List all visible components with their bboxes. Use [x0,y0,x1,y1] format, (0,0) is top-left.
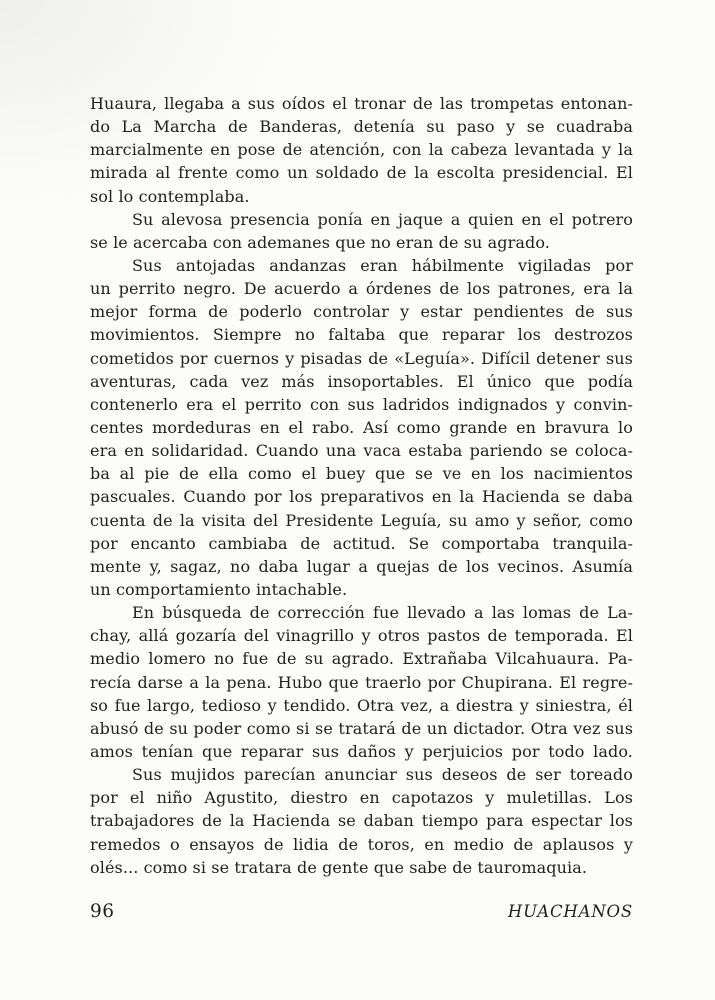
text-line: un comportamiento intachable. [90,579,348,599]
text-line: Sus mujidos parecían anunciar sus deseos de ser toreado [132,765,633,785]
text-line: por el niño Agustito, diestro en capotazos y muletillas. Los [90,788,633,808]
text-line: chay, allá gozaría del vinagrillo y otros pastos de temporada. El [90,626,633,646]
text-line: Sus antojadas andanzas eran hábilmente vigiladas por [132,255,633,275]
paragraph [90,208,633,254]
text-line: movimientos. Siempre no faltaba que reparar los destrozos [90,325,633,345]
paragraph [90,601,633,763]
text-line: sol lo contemplaba. [90,186,250,206]
paragraph [90,92,633,208]
text-line: se le acercaba con ademanes que no eran de su agrado. [90,232,550,252]
paragraph [90,254,633,601]
text-line: era en solidaridad. Cuando una vaca estaba pariendo se coloca- [90,441,633,461]
text-line: amos tenían que reparar sus daños y perjuicios por todo lado. [90,741,633,761]
text-line: por encanto cambiaba de actitud. Se comportaba tranquila- [90,533,633,553]
text-line: mente y, sagaz, no daba lugar a quejas de los vecinos. Asumía [90,556,633,576]
page-number: 96 [90,901,115,922]
page-footer [90,901,633,922]
text-line: cometidos por cuernos y pisadas de «Leguía». Difícil detener sus [90,348,633,368]
text-line: Su alevosa presencia ponía en jaque a quien en el potrero [132,209,633,229]
text-line: abusó de su poder como si se tratará de un dictador. Otra vez sus [90,718,633,738]
text-line: olés... como si se tratara de gente que sabe de tauromaquia. [90,857,588,877]
text-line: centes mordeduras en el rabo. Así como grande en bravura lo [90,417,633,437]
text-line: mirada al frente como un soldado de la escolta presidencial. El [90,163,633,183]
text-line: trabajadores de la Hacienda se daban tiempo para espectar los [90,811,633,831]
running-title: HUACHANOS [507,902,633,921]
text-line: pascuales. Cuando por los preparativos en la Hacienda se daba [90,487,633,507]
text-line: cuenta de la visita del Presidente Leguía, su amo y señor, como [90,510,633,530]
text-line: Huaura, llegaba a sus oídos el tronar de las trompetas entonan- [90,94,633,113]
text-line: medio lomero no fue de su agrado. Extrañaba Vilcahuaura. Pa- [90,649,633,669]
text-line: ba al pie de ella como el buey que se ve en los nacimientos [90,464,633,484]
text-line: marcialmente en pose de atención, con la cabeza levantada y la [90,140,633,160]
paragraph [90,763,633,879]
text-line: recía darse a la pena. Hubo que traerlo por Chupirana. El regre- [90,672,633,692]
body-text [90,92,633,879]
text-line: mejor forma de poderlo controlar y estar pendientes de sus [90,302,633,322]
text-line: remedos o ensayos de lidia de toros, en medio de aplausos y [90,834,633,854]
text-line: En búsqueda de corrección fue llevado a las lomas de La- [132,603,633,623]
text-line: so fue largo, tedioso y tendido. Otra vez, a diestra y siniestra, él [90,695,633,715]
text-line: aventuras, cada vez más insoportables. El único que podía [90,371,633,391]
text-line: do La Marcha de Banderas, detenía su paso y se cuadraba [90,117,633,137]
text-line: un perrito negro. De acuerdo a órdenes de los patrones, era la [90,279,633,299]
text-line: contenerlo era el perrito con sus ladridos indignados y convin- [90,394,633,414]
